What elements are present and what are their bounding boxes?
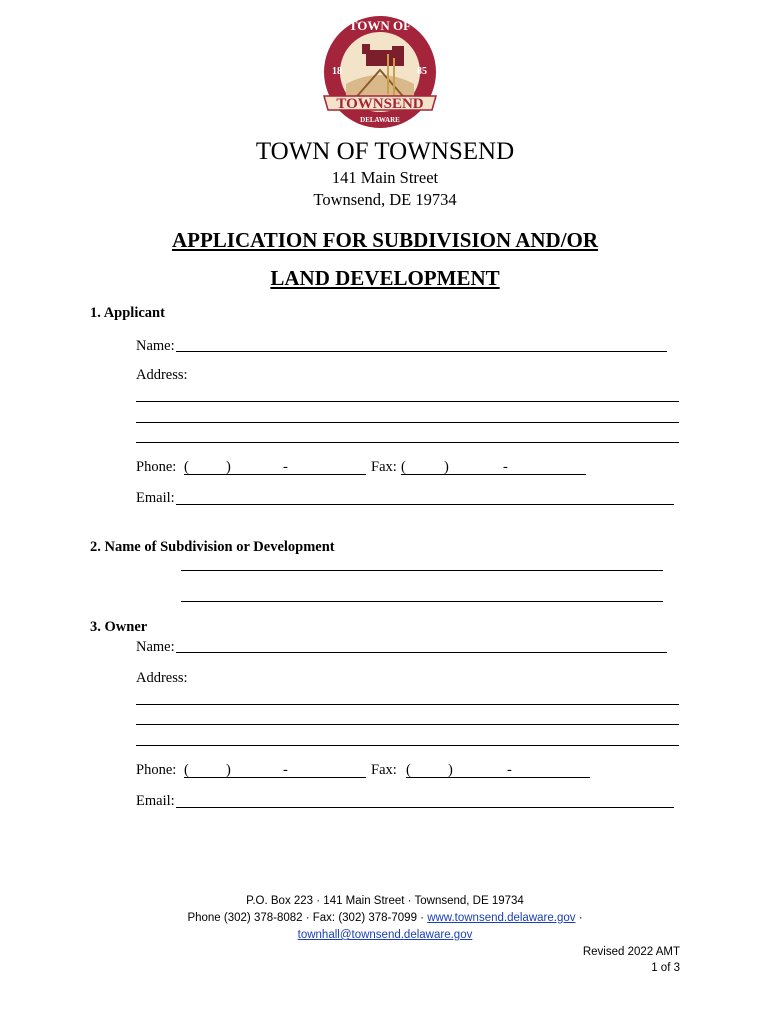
applicant-email-field[interactable] — [176, 504, 674, 505]
applicant-address-line-1[interactable] — [136, 401, 679, 402]
owner-phone-field[interactable] — [184, 777, 366, 778]
subdivision-name-line-2[interactable] — [181, 601, 663, 602]
applicant-fax-dash: - — [503, 459, 508, 475]
owner-fax-field[interactable] — [406, 777, 590, 778]
applicant-address-line-2[interactable] — [136, 422, 679, 423]
applicant-fax-label: Fax: — [371, 459, 397, 475]
applicant-phone-dash: - — [283, 459, 288, 475]
section-2-heading: 2. Name of Subdivision or Development — [90, 539, 335, 555]
applicant-phone-paren-open: ( — [184, 459, 189, 475]
owner-address-line-3[interactable] — [136, 745, 679, 746]
applicant-fax-paren-close: ) — [444, 459, 449, 475]
owner-fax-paren-open: ( — [406, 762, 411, 778]
applicant-email-label: Email: — [136, 490, 175, 506]
owner-fax-paren-close: ) — [448, 762, 453, 778]
applicant-phone-paren-close: ) — [226, 459, 231, 475]
city-state-zip: Townsend, DE 19734 — [313, 190, 457, 209]
page-number: 1 of 3 — [651, 962, 680, 974]
owner-phone-dash: - — [283, 762, 288, 778]
applicant-phone-field[interactable] — [184, 474, 366, 475]
owner-fax-label: Fax: — [371, 762, 397, 778]
applicant-address-label: Address: — [136, 367, 188, 383]
owner-phone-paren-close: ) — [226, 762, 231, 778]
email-link[interactable]: townhall@townsend.delaware.gov — [297, 929, 473, 941]
applicant-name-label: Name: — [136, 338, 175, 354]
revised-note: Revised 2022 AMT — [582, 946, 680, 958]
website-link[interactable]: www.townsend.delaware.gov — [427, 912, 576, 924]
section-3-heading: 3. Owner — [90, 619, 148, 635]
section-1-heading: 1. Applicant — [90, 305, 165, 321]
owner-email-label: Email: — [136, 793, 175, 809]
applicant-phone-label: Phone: — [136, 459, 177, 475]
seal-bottom-text: DELAWARE — [360, 116, 400, 124]
seal-top-text: TOWN OF — [348, 18, 412, 33]
owner-address-line-2[interactable] — [136, 724, 679, 725]
org-name: TOWN OF TOWNSEND — [255, 138, 515, 165]
owner-name-field[interactable] — [176, 652, 667, 653]
applicant-fax-paren-open: ( — [401, 459, 406, 475]
form-title-line2: LAND DEVELOPMENT — [270, 266, 500, 290]
applicant-fax-field[interactable] — [401, 474, 586, 475]
owner-email-field[interactable] — [176, 807, 674, 808]
form-title-line1: APPLICATION FOR SUBDIVISION AND/OR — [171, 228, 599, 252]
footer-email-row — [0, 929, 770, 941]
footer-address: P.O. Box 223 · 141 Main Street · Townsend, DE 19734 — [246, 895, 524, 907]
owner-name-label: Name: — [136, 639, 175, 655]
owner-phone-label: Phone: — [136, 762, 177, 778]
applicant-name-field[interactable] — [176, 351, 667, 352]
seal-banner-text: TOWNSEND — [336, 96, 424, 112]
town-seal-graphic — [322, 14, 438, 130]
street-address: 141 Main Street — [331, 168, 439, 187]
owner-address-line-1[interactable] — [136, 704, 679, 705]
seal-year-right: 85 — [417, 66, 427, 77]
subdivision-name-line-1[interactable] — [181, 570, 663, 571]
footer-separator: · — [575, 912, 583, 924]
owner-address-label: Address: — [136, 670, 188, 686]
seal-year-left: 18 — [332, 66, 342, 77]
owner-phone-paren-open: ( — [184, 762, 189, 778]
applicant-address-line-3[interactable] — [136, 442, 679, 443]
footer-phone-fax: Phone (302) 378-8082 · Fax: (302) 378-7099 · — [187, 912, 428, 924]
owner-fax-dash: - — [507, 762, 512, 778]
town-seal — [322, 14, 438, 130]
footer-contact — [0, 912, 770, 924]
